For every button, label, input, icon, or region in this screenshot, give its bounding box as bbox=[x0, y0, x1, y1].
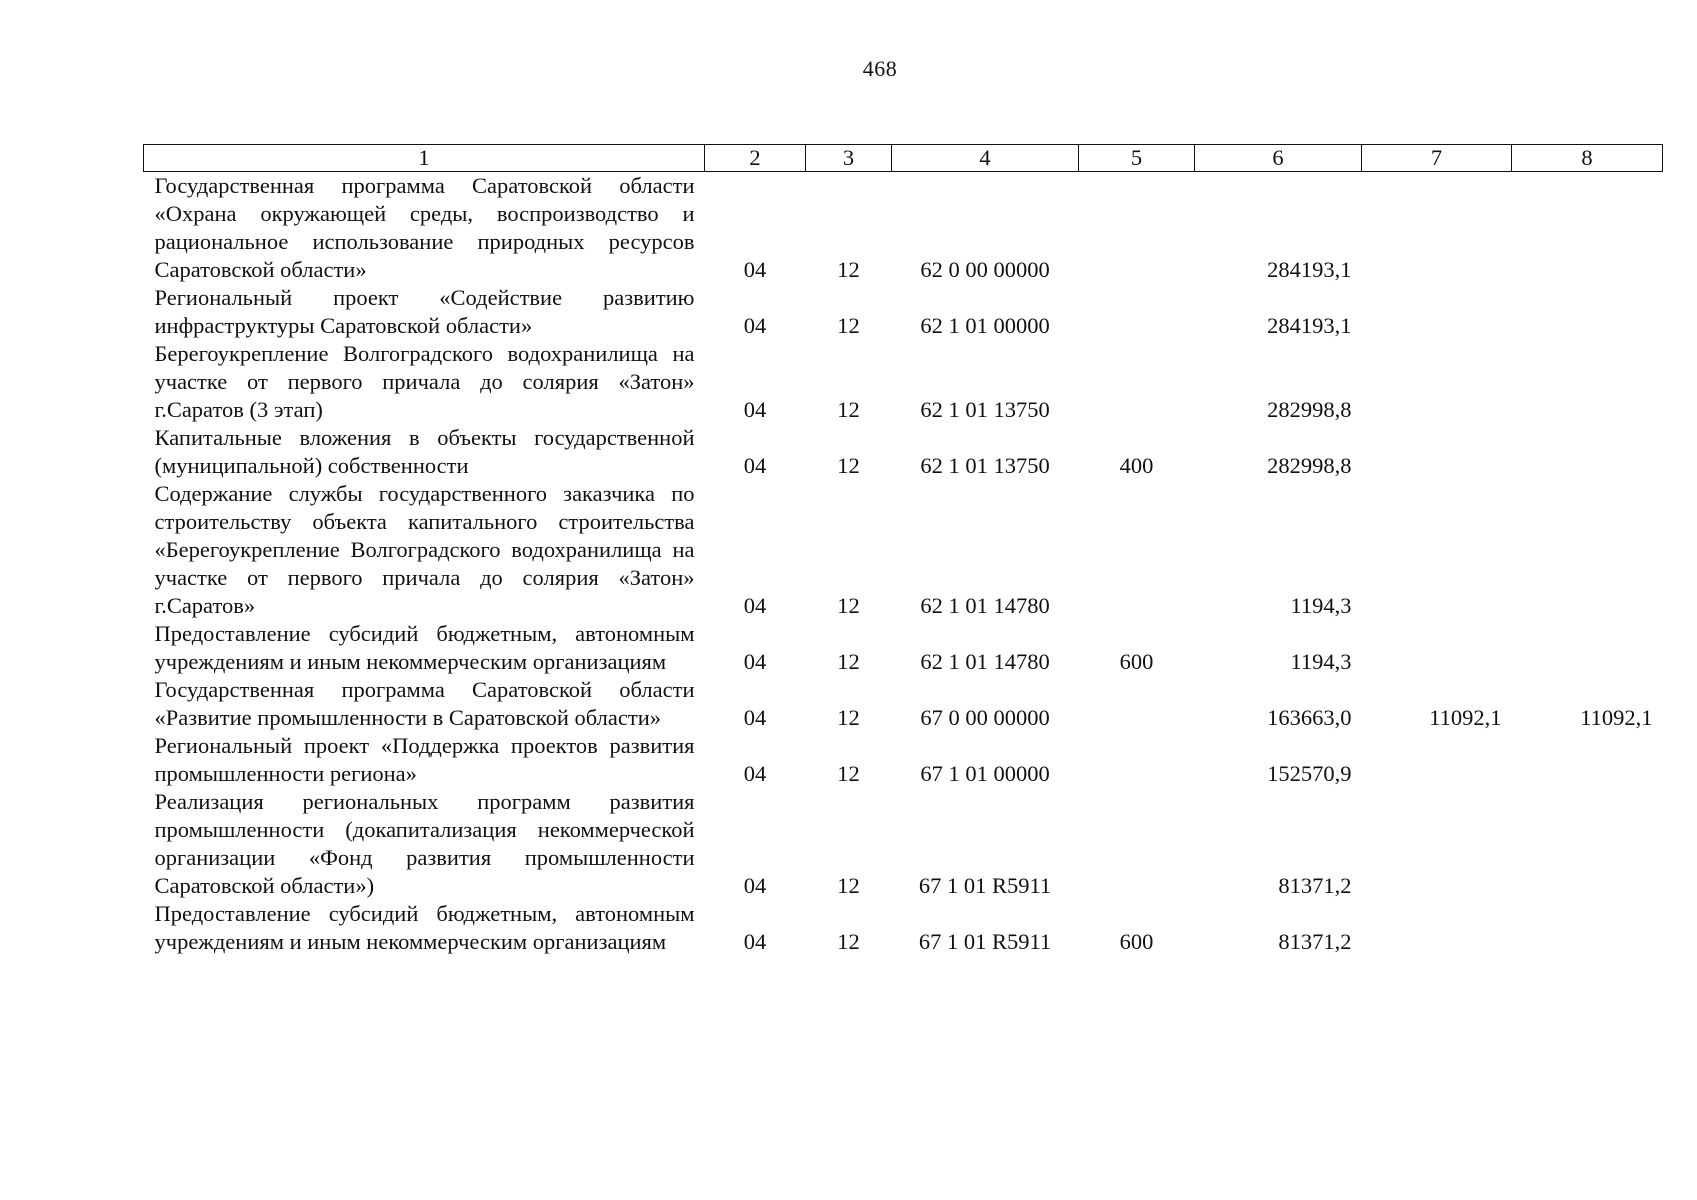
row-target: 67 1 01 00000 bbox=[920, 761, 1050, 786]
row-expense-type bbox=[1079, 340, 1195, 424]
row-name: Берегоукрепление Волгоградского водохранилища на участке от первого причала до солярия «Затон» г.Саратов (3 этап) bbox=[154, 341, 695, 422]
row-subsection: 12 bbox=[837, 929, 860, 954]
row-section: 04 bbox=[743, 649, 767, 674]
row-expense-type: 600 bbox=[1119, 929, 1154, 954]
row-name: Региональный проект «Поддержка проектов развития промышленности региона» bbox=[154, 733, 695, 786]
row-section: 04 bbox=[743, 929, 767, 954]
row-amount-7 bbox=[1362, 732, 1512, 788]
table-row bbox=[144, 788, 1663, 900]
row-amount-8 bbox=[1512, 480, 1663, 620]
header-col-1: 1 bbox=[144, 145, 705, 172]
row-amount-7 bbox=[1362, 340, 1512, 424]
row-section: 04 bbox=[743, 705, 767, 730]
row-section: 04 bbox=[743, 873, 767, 898]
row-subsection: 12 bbox=[837, 593, 860, 618]
table-row bbox=[144, 676, 1663, 732]
row-section: 04 bbox=[743, 593, 767, 618]
row-amount-6: 81371,2 bbox=[1278, 929, 1352, 954]
row-amount-6: 152570,9 bbox=[1267, 761, 1352, 786]
row-target: 62 1 01 14780 bbox=[920, 649, 1050, 674]
row-target: 67 1 01 R5911 bbox=[918, 873, 1052, 898]
row-expense-type bbox=[1079, 732, 1195, 788]
row-expense-type: 400 bbox=[1119, 453, 1154, 478]
row-amount-8 bbox=[1512, 284, 1663, 340]
row-amount-7 bbox=[1362, 900, 1512, 956]
row-amount-6: 1194,3 bbox=[1290, 649, 1352, 674]
row-target: 62 1 01 13750 bbox=[920, 453, 1050, 478]
row-amount-7 bbox=[1362, 172, 1512, 285]
row-expense-type bbox=[1079, 788, 1195, 900]
header-col-5: 5 bbox=[1079, 145, 1195, 172]
row-amount-8 bbox=[1512, 172, 1663, 285]
row-amount-7 bbox=[1362, 620, 1512, 676]
row-amount-6: 1194,3 bbox=[1290, 593, 1352, 618]
table-row bbox=[144, 340, 1663, 424]
header-col-4: 4 bbox=[892, 145, 1079, 172]
table-row bbox=[144, 480, 1663, 620]
row-subsection: 12 bbox=[837, 397, 860, 422]
row-name: Государственная программа Саратовской области «Развитие промышленности в Саратовской области» bbox=[154, 677, 695, 730]
table-row bbox=[144, 172, 1663, 285]
row-expense-type bbox=[1079, 172, 1195, 285]
table-row bbox=[144, 284, 1663, 340]
table-row bbox=[144, 900, 1663, 956]
row-name: Государственная программа Саратовской области «Охрана окружающей среды, воспроизводство и рациональное использование природных ресурсов Саратовской области» bbox=[154, 173, 695, 282]
row-expense-type bbox=[1079, 284, 1195, 340]
row-target: 62 1 01 14780 bbox=[920, 593, 1050, 618]
row-target: 62 1 01 00000 bbox=[920, 313, 1050, 338]
row-name: Региональный проект «Содействие развитию инфраструктуры Саратовской области» bbox=[154, 285, 695, 338]
header-col-3: 3 bbox=[806, 145, 892, 172]
row-amount-8 bbox=[1512, 732, 1663, 788]
row-amount-8: 11092,1 bbox=[1580, 705, 1653, 730]
page-number: 468 bbox=[862, 56, 898, 81]
header-col-2: 2 bbox=[705, 145, 806, 172]
row-subsection: 12 bbox=[837, 649, 860, 674]
row-name: Предоставление субсидий бюджетным, автономным учреждениям и иным некоммерческим организациям bbox=[154, 621, 695, 674]
row-subsection: 12 bbox=[837, 313, 860, 338]
row-name: Капитальные вложения в объекты государственной (муниципальной) собственности bbox=[154, 425, 695, 478]
row-amount-8 bbox=[1512, 620, 1663, 676]
header-col-7: 7 bbox=[1362, 145, 1512, 172]
row-section: 04 bbox=[743, 313, 767, 338]
row-amount-6: 282998,8 bbox=[1267, 453, 1352, 478]
row-section: 04 bbox=[743, 257, 767, 282]
header-col-8: 8 bbox=[1512, 145, 1663, 172]
row-target: 67 0 00 00000 bbox=[920, 705, 1050, 730]
row-target: 67 1 01 R5911 bbox=[918, 929, 1052, 954]
row-amount-8 bbox=[1512, 900, 1663, 956]
row-subsection: 12 bbox=[837, 453, 860, 478]
row-amount-6: 163663,0 bbox=[1267, 705, 1352, 730]
row-subsection: 12 bbox=[837, 761, 860, 786]
row-amount-8 bbox=[1512, 424, 1663, 480]
row-expense-type bbox=[1079, 480, 1195, 620]
row-amount-6: 81371,2 bbox=[1278, 873, 1352, 898]
row-name: Реализация региональных программ развития промышленности (докапитализация некоммерческой организации «Фонд развития промышленности Саратовской области») bbox=[154, 789, 695, 898]
row-amount-7 bbox=[1362, 480, 1512, 620]
row-amount-7: 11092,1 bbox=[1429, 705, 1502, 730]
row-expense-type: 600 bbox=[1119, 649, 1154, 674]
row-subsection: 12 bbox=[837, 705, 860, 730]
row-section: 04 bbox=[743, 761, 767, 786]
budget-table bbox=[143, 144, 1663, 956]
row-amount-6: 284193,1 bbox=[1267, 313, 1352, 338]
row-amount-7 bbox=[1362, 284, 1512, 340]
row-amount-7 bbox=[1362, 424, 1512, 480]
row-amount-8 bbox=[1512, 788, 1663, 900]
row-amount-7 bbox=[1362, 788, 1512, 900]
row-amount-6: 284193,1 bbox=[1267, 257, 1352, 282]
row-name: Предоставление субсидий бюджетным, автономным учреждениям и иным некоммерческим организациям bbox=[154, 901, 695, 954]
row-amount-8 bbox=[1512, 340, 1663, 424]
table-row bbox=[144, 732, 1663, 788]
row-section: 04 bbox=[743, 453, 767, 478]
row-expense-type bbox=[1079, 676, 1195, 732]
table-row bbox=[144, 424, 1663, 480]
row-subsection: 12 bbox=[837, 873, 860, 898]
row-name: Содержание службы государственного заказчика по строительству объекта капитального строительства «Берегоукрепление Волгоградского водохранилища на участке от первого причала до солярия «Затон» г.Саратов» bbox=[154, 481, 695, 618]
row-subsection: 12 bbox=[837, 257, 860, 282]
table-row bbox=[144, 620, 1663, 676]
row-section: 04 bbox=[743, 397, 767, 422]
header-col-6: 6 bbox=[1195, 145, 1362, 172]
row-amount-6: 282998,8 bbox=[1267, 397, 1352, 422]
row-target: 62 1 01 13750 bbox=[920, 397, 1050, 422]
table-header-row bbox=[144, 145, 1663, 172]
row-target: 62 0 00 00000 bbox=[920, 257, 1050, 282]
